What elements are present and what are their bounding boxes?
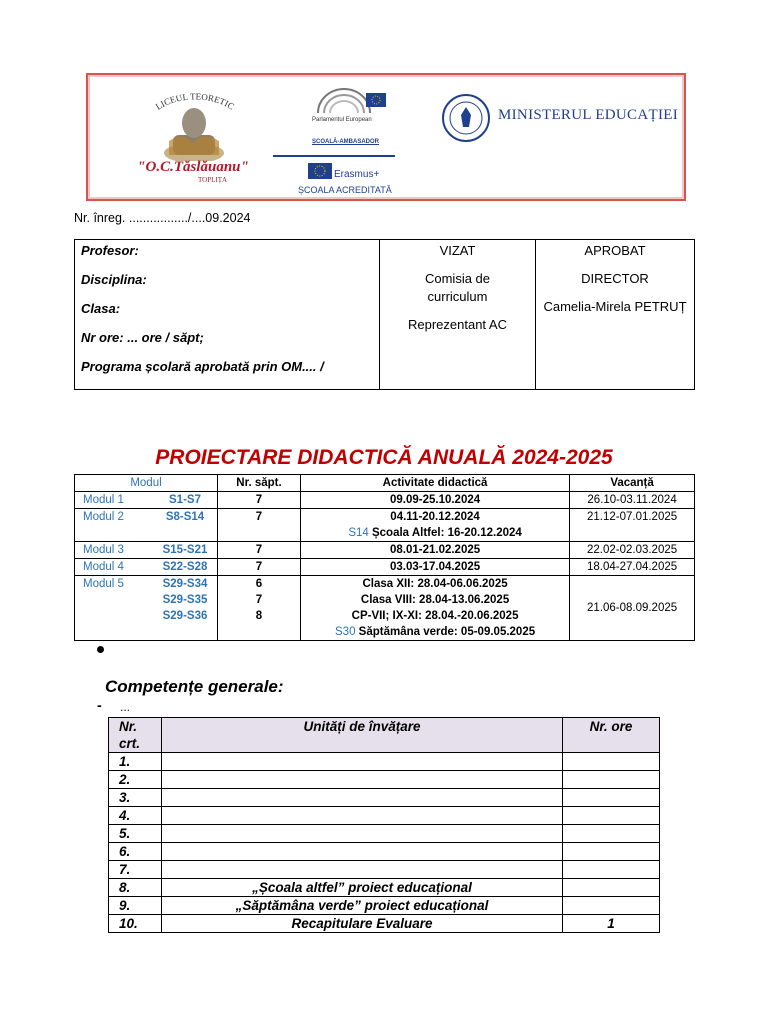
table-row	[109, 843, 660, 861]
label-programa: Programa școlară aprobată prin OM.... /	[81, 359, 324, 374]
table-row	[109, 879, 660, 897]
unit-name	[162, 753, 563, 771]
svg-text:LICEUL TEORETIC: LICEUL TEORETIC	[153, 91, 237, 112]
label-disciplina: Disciplina:	[81, 272, 147, 287]
unit-name	[162, 807, 563, 825]
col-header-nr-ore: Nr. ore	[563, 718, 660, 753]
table-row	[75, 492, 695, 509]
module-weeks: S8-S14	[153, 509, 218, 542]
parliament-icon	[316, 85, 386, 115]
unit-hours	[563, 879, 660, 897]
eu-flag-icon	[308, 163, 332, 179]
activity-line: 04.11-20.12.2024	[390, 511, 480, 523]
table-row	[75, 559, 695, 576]
week-count: 7	[218, 509, 301, 542]
module-name: Modul 5	[75, 576, 154, 641]
ep-ambassador-label: ȘCOALĂ-AMBASADOR	[312, 139, 379, 145]
director-name: Camelia-Mirela PETRUȚ	[543, 299, 687, 314]
bust-icon	[163, 101, 225, 161]
activity-line: CP-VII; IX-XI: 28.04.-20.06.2025	[351, 610, 519, 622]
vacation-dates: 21.12-07.01.2025	[570, 509, 695, 542]
unit-name	[162, 771, 563, 789]
module-name: Modul 4	[75, 559, 154, 576]
school-logo	[128, 81, 258, 191]
activity-note: Săptămâna verde: 05-09.05.2025	[358, 626, 536, 638]
week-range: S29-S36	[162, 610, 208, 622]
row-index: 3.	[109, 789, 162, 807]
row-index: 10.	[109, 915, 162, 933]
col-header-unitati: Unități de învățare	[162, 718, 563, 753]
week-count	[218, 576, 301, 641]
vizat-cell	[380, 240, 536, 390]
week-count-value: 7	[255, 594, 263, 606]
row-index: 6.	[109, 843, 162, 861]
row-index: 1.	[109, 753, 162, 771]
unit-name	[162, 789, 563, 807]
row-index: 9.	[109, 897, 162, 915]
divider	[273, 155, 395, 157]
vacation-dates: 18.04-27.04.2025	[570, 559, 695, 576]
week-count-value: 8	[255, 610, 263, 622]
vizat-label: VIZAT	[439, 243, 476, 258]
romania-seal-icon	[441, 93, 491, 143]
activity-line: Clasa XII: 28.04-06.06.2025	[362, 578, 508, 590]
label-profesor: Profesor:	[81, 243, 139, 258]
activity-note: Școala Altfel: 16-20.12.2024	[371, 527, 522, 539]
table-row	[75, 509, 695, 542]
row-index: 8.	[109, 879, 162, 897]
week-tag: S30	[335, 626, 356, 638]
col-header-activitate: Activitate didactică	[301, 475, 570, 492]
label-clasa: Clasa:	[81, 301, 121, 316]
section-heading: Competențe generale:	[105, 677, 284, 696]
activity-line	[303, 525, 567, 541]
activity-dates: 08.01-21.02.2025	[301, 542, 570, 559]
accredited-label: ȘCOALA ACREDITATĂ	[298, 185, 392, 195]
module-name: Modul 1	[75, 492, 154, 509]
approval-table	[74, 239, 695, 390]
school-name: "O.C.Tăslăuanu"	[137, 159, 249, 175]
activity-dates: 03.03-17.04.2025	[301, 559, 570, 576]
week-range: S29-S34	[162, 578, 208, 590]
reprezentant-label: Reprezentant AC	[407, 317, 507, 332]
module-name: Modul 2	[75, 509, 154, 542]
unit-name: „Școala altfel” proiect educațional	[162, 879, 563, 897]
school-town: TOPLIȚA	[198, 176, 228, 184]
week-count: 7	[218, 492, 301, 509]
activity-dates: 09.09-25.10.2024	[301, 492, 570, 509]
unit-hours	[563, 843, 660, 861]
activity-line: Clasa VIII: 28.04-13.06.2025	[360, 594, 510, 606]
unit-hours: 1	[563, 915, 660, 933]
unit-name	[162, 843, 563, 861]
page-title: PROIECTARE DIDACTICĂ ANUALĂ 2024-2025	[155, 446, 613, 469]
teacher-info-cell	[75, 240, 380, 390]
ministry-name: MINISTERUL EDUCAȚIEI	[498, 107, 679, 123]
module-weeks	[153, 576, 218, 641]
table-row	[109, 897, 660, 915]
table-row	[75, 542, 695, 559]
module-weeks: S15-S21	[153, 542, 218, 559]
col-header-vacanta: Vacanță	[570, 475, 695, 492]
erasmus-label: Erasmus+	[334, 169, 380, 180]
registration-number: Nr. înreg. ................./....09.2024	[74, 211, 251, 225]
label-nr-ore: Nr ore: ... ore / săpt;	[81, 330, 204, 345]
learning-units-table	[108, 717, 660, 933]
unit-hours	[563, 807, 660, 825]
table-row	[109, 771, 660, 789]
col-header-modul: Modul	[75, 475, 218, 492]
row-index: 2.	[109, 771, 162, 789]
table-row	[109, 753, 660, 771]
aprobat-cell	[536, 240, 695, 390]
row-index: 5.	[109, 825, 162, 843]
unit-hours	[563, 897, 660, 915]
row-index: 4.	[109, 807, 162, 825]
unit-hours	[563, 789, 660, 807]
vacation-dates: 21.06-08.09.2025	[570, 576, 695, 641]
activity-dates	[301, 576, 570, 641]
header-banner	[86, 73, 686, 201]
unit-hours	[563, 825, 660, 843]
ep-logo	[268, 83, 418, 193]
table-row	[109, 825, 660, 843]
table-row	[75, 576, 695, 641]
dash-marker: -	[97, 697, 102, 713]
week-tag: S14	[348, 527, 369, 539]
unit-name	[162, 861, 563, 879]
activity-line	[303, 624, 567, 640]
director-label: DIRECTOR	[581, 271, 649, 286]
table-row	[109, 915, 660, 933]
module-weeks: S22-S28	[153, 559, 218, 576]
row-index: 7.	[109, 861, 162, 879]
bullet-icon	[97, 646, 104, 653]
aprobat-label: APROBAT	[584, 243, 646, 258]
comisia-label: Comisia de curriculum	[424, 271, 491, 304]
week-count: 7	[218, 559, 301, 576]
module-weeks: S1-S7	[153, 492, 218, 509]
vacation-dates: 22.02-02.03.2025	[570, 542, 695, 559]
unit-name: Recapitulare Evaluare	[162, 915, 563, 933]
table-row	[109, 789, 660, 807]
week-count-value: 6	[255, 578, 263, 590]
table-row	[109, 861, 660, 879]
modules-table	[74, 474, 695, 641]
week-count: 7	[218, 542, 301, 559]
table-row	[109, 807, 660, 825]
unit-name: „Săptămâna verde” proiect educațional	[162, 897, 563, 915]
ep-caption: Parlamentul European	[312, 117, 372, 123]
placeholder-ellipsis: ...	[120, 700, 131, 714]
unit-hours	[563, 753, 660, 771]
unit-hours	[563, 861, 660, 879]
vacation-dates: 26.10-03.11.2024	[570, 492, 695, 509]
col-header-nr-sapt: Nr. săpt.	[218, 475, 301, 492]
unit-hours	[563, 771, 660, 789]
module-name: Modul 3	[75, 542, 154, 559]
activity-dates	[301, 509, 570, 542]
week-range: S29-S35	[162, 594, 208, 606]
col-header-nr-crt: Nr. crt.	[109, 718, 162, 753]
unit-name	[162, 825, 563, 843]
